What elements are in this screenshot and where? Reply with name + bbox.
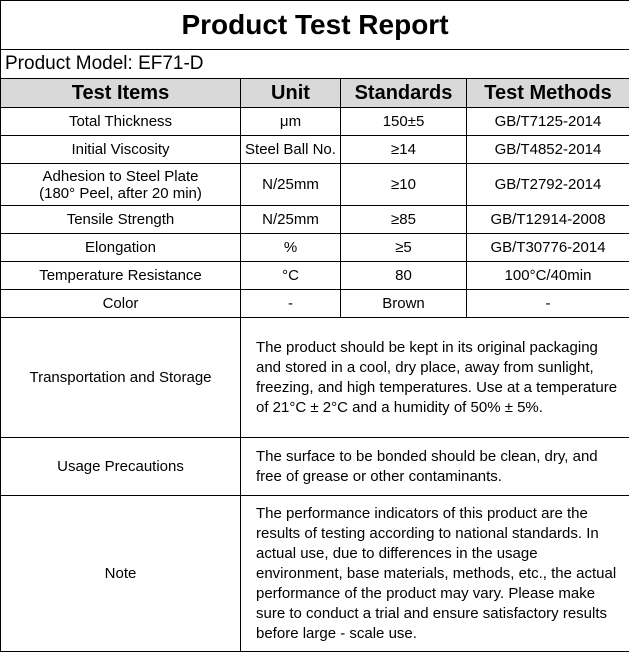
test-item-cell: Initial Viscosity: [1, 136, 241, 164]
note-label: Transportation and Storage: [1, 318, 241, 438]
note-text: The performance indicators of this product are the results of testing according to national standards. In actual use, due to differences in the usage environment, base materials, methods, etc., the actual performance of the product may vary. Please make sure to conduct a trial and ensure satisfactory results before large - scale use.: [241, 496, 629, 652]
unit-cell: °C: [241, 262, 341, 290]
unit-cell: μm: [241, 108, 341, 136]
note-row: [1, 438, 629, 496]
header-unit: Unit: [241, 79, 341, 108]
standard-cell: ≥5: [341, 234, 467, 262]
note-text: The surface to be bonded should be clean, dry, and free of grease or other contaminants.: [241, 438, 629, 496]
method-cell: -: [467, 290, 629, 318]
method-cell: GB/T2792-2014: [467, 164, 629, 206]
unit-cell: -: [241, 290, 341, 318]
standard-cell: ≥85: [341, 206, 467, 234]
table-row: [1, 136, 629, 164]
note-row: [1, 496, 629, 652]
report-title: Product Test Report: [1, 1, 629, 50]
method-cell: GB/T30776-2014: [467, 234, 629, 262]
test-item-cell: Total Thickness: [1, 108, 241, 136]
standard-cell: 80: [341, 262, 467, 290]
unit-cell: N/25mm: [241, 206, 341, 234]
note-text: The product should be kept in its original packaging and stored in a cool, dry place, away from sunlight, freezing, and high temperatures. Use at a temperature of 21°C ± 2°C and a humidity of 50% ± 5%.: [241, 318, 629, 438]
table-row: [1, 262, 629, 290]
adhesion-sublabel: (180° Peel, after 20 min): [39, 184, 202, 202]
test-item-cell: Temperature Resistance: [1, 262, 241, 290]
table-row: [1, 234, 629, 262]
note-label: Note: [1, 496, 241, 652]
method-cell: GB/T4852-2014: [467, 136, 629, 164]
adhesion-label: Adhesion to Steel Plate: [42, 167, 199, 185]
test-item-cell: Elongation: [1, 234, 241, 262]
test-item-cell: Color: [1, 290, 241, 318]
standard-cell: ≥14: [341, 136, 467, 164]
note-label: Usage Precautions: [1, 438, 241, 496]
table-row: [1, 108, 629, 136]
test-item-cell: Tensile Strength: [1, 206, 241, 234]
table-row: [1, 290, 629, 318]
header-test-methods: Test Methods: [467, 79, 629, 108]
standard-cell: 150±5: [341, 108, 467, 136]
method-cell: 100°C/40min: [467, 262, 629, 290]
method-cell: GB/T12914-2008: [467, 206, 629, 234]
note-row: [1, 318, 629, 438]
header-row: [1, 79, 629, 108]
unit-cell: N/25mm: [241, 164, 341, 206]
method-cell: GB/T7125-2014: [467, 108, 629, 136]
table-row: [1, 164, 629, 206]
standard-cell: ≥10: [341, 164, 467, 206]
header-test-items: Test Items: [1, 79, 241, 108]
table-row: [1, 206, 629, 234]
unit-cell: Steel Ball No.: [241, 136, 341, 164]
standard-cell: Brown: [341, 290, 467, 318]
unit-cell: %: [241, 234, 341, 262]
test-item-cell: [1, 164, 241, 206]
product-model: Product Model: EF71-D: [1, 50, 629, 79]
header-standards: Standards: [341, 79, 467, 108]
